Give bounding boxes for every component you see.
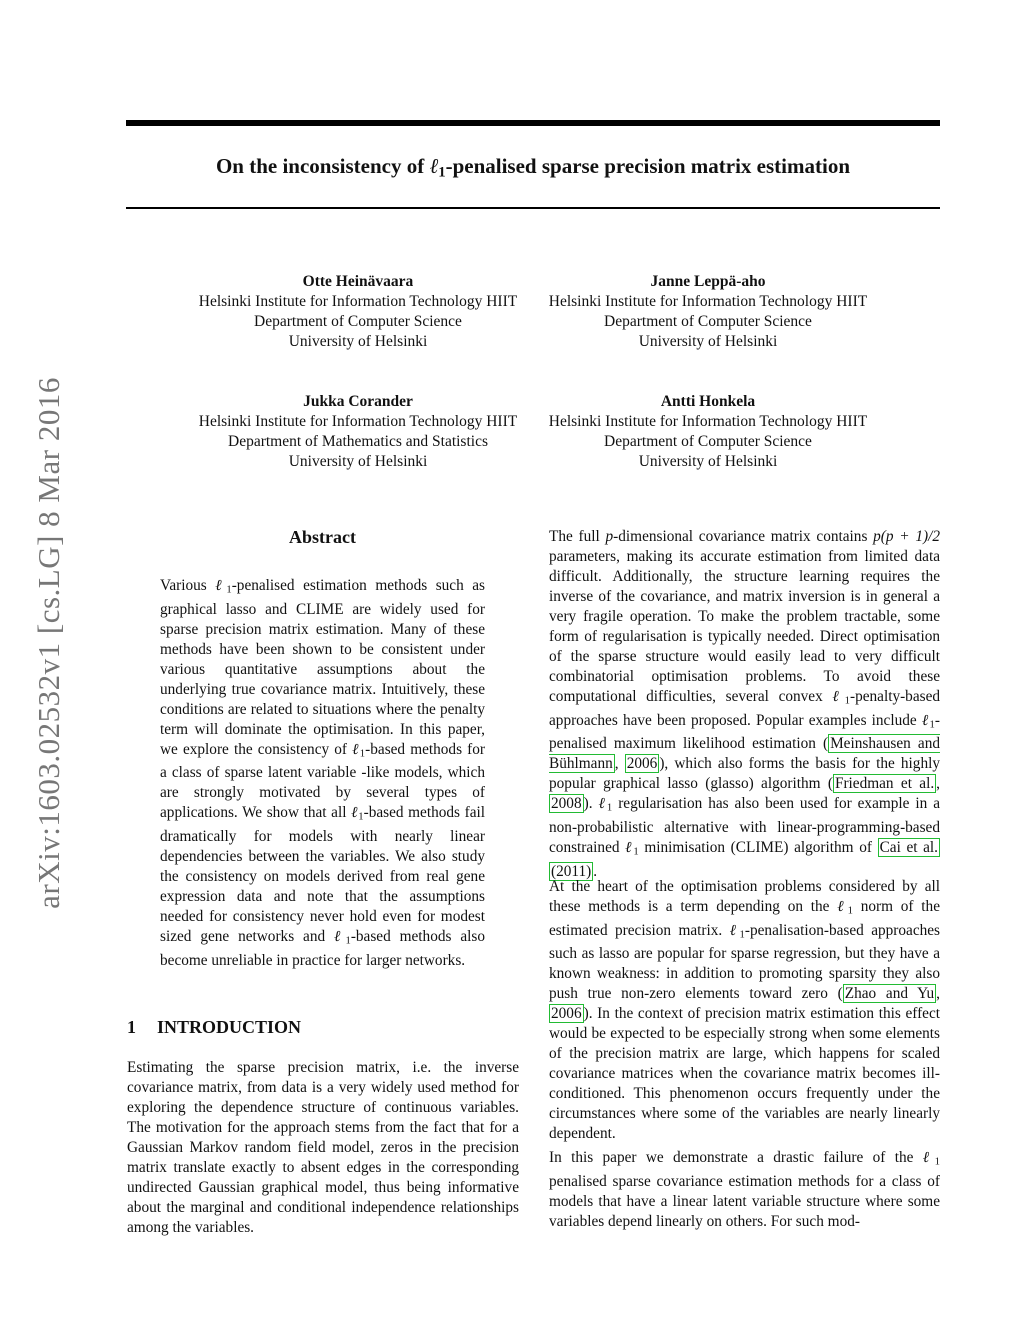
author-name: Jukka Corander bbox=[303, 393, 413, 410]
section-title: INTRODUCTION bbox=[157, 1017, 302, 1037]
citation-year-link[interactable]: 2006 bbox=[551, 1005, 582, 1023]
citation-link[interactable]: Meinshausen and Bühlmann bbox=[549, 735, 940, 773]
introduction-paragraph: Estimating the sparse precision matrix, i.e. the inverse covariance matrix, from data is a very widely used method for exploring the dependence structure of continuous variables. The motivation for the approach stems from the fact that for a Gaussian Markov random field model, zeros in the precision matrix translate exactly to absent edges in the corresponding undirected Gaussian graphical model, thus being informative about the marginal and conditional independence relationships among the variables. bbox=[127, 1059, 519, 1236]
right-column-paragraph-2: At the heart of the optimisation problems considered by all these methods is a term depending on the ℓ$_1$ norm of the estimated precision matrix. ℓ$_1$-penalisation-based approaches such as lasso are popular for sparse regression, but they have a known weakness: in addition to promoting sparsity they also push true non-zero elements toward zero ( Zhao and Yu , 2006 ). In the context of precision matrix estimation this effect would be expected to be especially strong when some elements of the precision matrix are large, which happens for scaled covariance matrices when the covariance matrix becomes ill-conditioned. This phenomenon occurs frequently under the circumstances where some of the variables are nearly linearly dependent. bbox=[549, 878, 941, 1143]
author-university: University of Helsinki bbox=[638, 333, 778, 350]
author-affiliation: Helsinki Institute for Information Technology HIIT bbox=[548, 293, 868, 310]
author-name: Antti Honkela bbox=[660, 393, 756, 410]
right-column-paragraph-3: In this paper we demonstrate a drastic failure of the ℓ$_1$ penalised sparse covariance estimation methods for a class of models that have a linear latent variable structure where some variables depend linearly on others. For such mod- bbox=[549, 1149, 940, 1230]
citation-year-link[interactable]: 2006 bbox=[626, 755, 658, 773]
author-university: University of Helsinki bbox=[288, 333, 428, 350]
section-number: 1 bbox=[127, 1017, 136, 1037]
title-bottom-rule bbox=[126, 207, 940, 209]
author-block-2 bbox=[528, 272, 888, 352]
citation-link[interactable]: Zhao and Yu bbox=[844, 985, 935, 1003]
author-department: Department of Mathematics and Statistics bbox=[228, 433, 488, 450]
title-top-rule bbox=[126, 120, 940, 126]
author-name: Janne Leppä-aho bbox=[650, 273, 766, 290]
citation-link[interactable]: Friedman et al. bbox=[834, 775, 935, 793]
author-affiliation: Helsinki Institute for Information Technology HIIT bbox=[198, 293, 518, 310]
author-affiliation: Helsinki Institute for Information Technology HIIT bbox=[548, 413, 868, 430]
author-department: Department of Computer Science bbox=[254, 313, 462, 330]
arxiv-sidebar bbox=[19, 355, 79, 930]
citation-link[interactable]: Cai et al. bbox=[879, 839, 938, 857]
author-block-3 bbox=[178, 392, 538, 472]
author-department: Department of Computer Science bbox=[604, 313, 812, 330]
author-affiliation: Helsinki Institute for Information Technology HIIT bbox=[198, 413, 518, 430]
author-department: Department of Computer Science bbox=[604, 433, 812, 450]
paper-title: On the inconsistency of ℓ$_1$-penalised sparse precision matrix estimation bbox=[215, 154, 851, 181]
arxiv-identifier: arXiv:1603.02532v1 [cs.LG] 8 Mar 2016 bbox=[31, 376, 66, 909]
author-university: University of Helsinki bbox=[288, 453, 428, 470]
author-block-4 bbox=[528, 392, 888, 472]
citation-year-link[interactable]: (2011) bbox=[551, 862, 592, 880]
author-university: University of Helsinki bbox=[638, 453, 778, 470]
citation-year-link[interactable]: 2008 bbox=[551, 795, 582, 813]
author-name: Otte Heinävaara bbox=[302, 273, 414, 290]
section-heading-introduction bbox=[127, 1016, 301, 1038]
author-block-1 bbox=[178, 272, 538, 352]
abstract-body: Various ℓ$_1$-penalised estimation methods such as graphical lasso and CLIME are widely used for sparse precision matrix estimation. Many of these methods have been shown to be consistent under various quantitative assumptions about the underlying true covariance matrix. Intuitively, these conditions are related to situations where the penalty term will dominate the optimisation. In this paper, we explore the consistency of ℓ$_1$-based methods for a class of sparse latent variable -like models, which are strongly motivated by several types of applications. We show that all ℓ$_1$-based methods fail dramatically for models with nearly linear dependencies between the variables. We also study the consistency on models derived from real gene expression data and note that the assumptions needed for consistency never hold even for modest sized gene networks and ℓ$_1$-based methods also become unreliable in practice for larger networks. bbox=[160, 577, 485, 969]
right-column-paragraph-1: The full p-dimensional covariance matrix contains p(p + 1)/2 parameters, making its accurate estimation from limited data difficult. Additionally, the structure learning requires the inverse of the covariance, and matrix inversion is in general a very fragile operation. To make the problem tractable, some form of regularisation is typically needed. Direct optimisation of the sparse structure would easily lead to very difficult combinatorial optimisation problems. To avoid these computational difficulties, several convex ℓ$_1$-penalty-based approaches have been proposed. Popular examples include ℓ$_1$-penalised maximum likelihood estimation ( Meinshausen and Bühlmann , 2006 ), which also forms the basis for the highly popular graphical lasso (glasso) algorithm ( Friedman et al. , 2008 ). ℓ$_1$ regularisation has also been used for example in a non-probabilistic alternative with linear-programming-based constrained ℓ$_1$ minimisation (CLIME) algorithm of Cai et al. (2011) . bbox=[549, 528, 941, 880]
abstract-heading: Abstract bbox=[289, 527, 356, 547]
